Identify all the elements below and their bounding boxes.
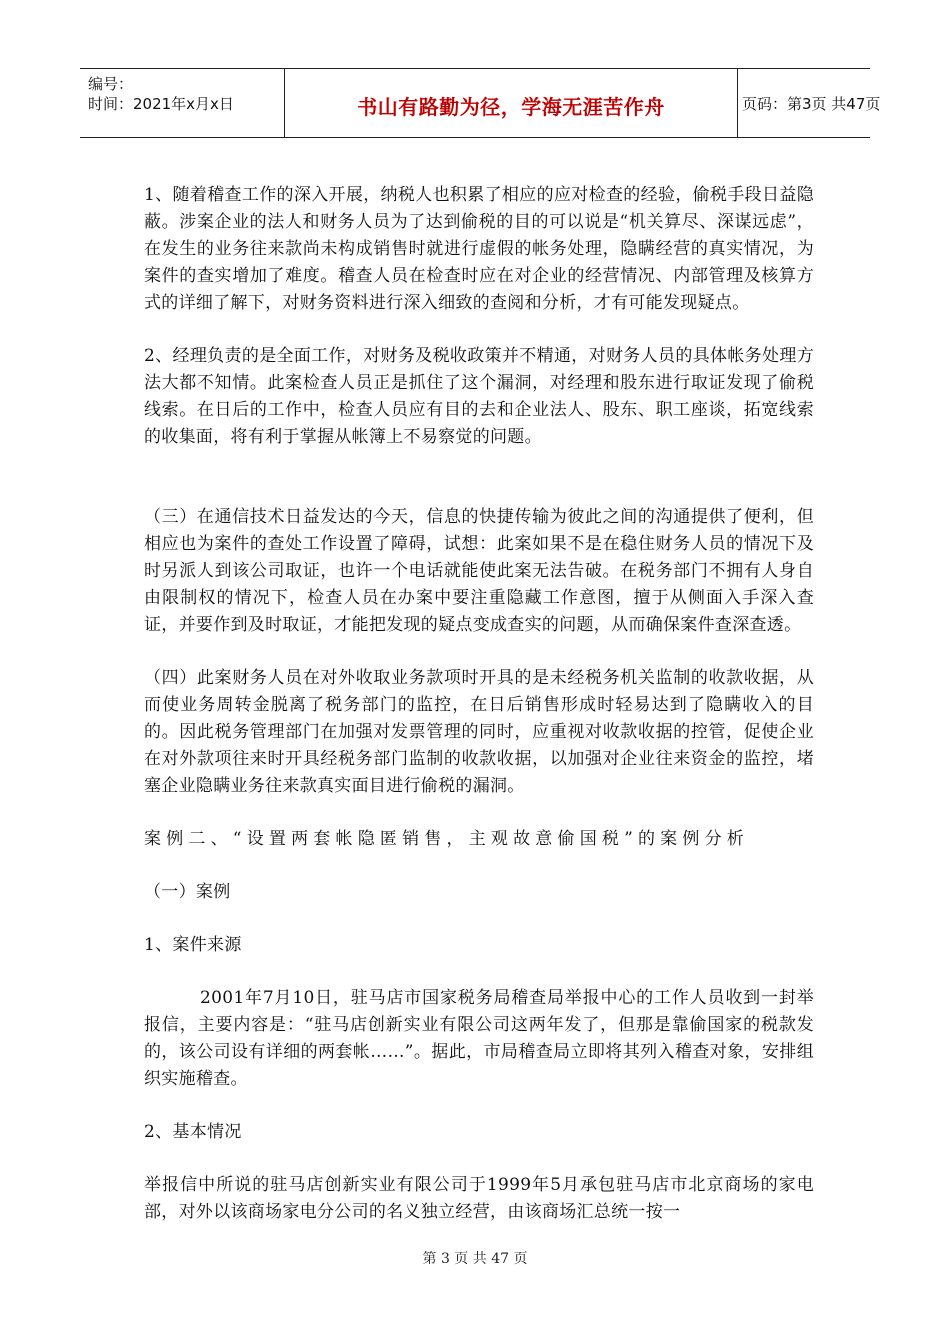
document-date-label: 时间：2021年x月x日: [88, 95, 234, 113]
header-motto: 书山有路勤为径，学海无涯苦作舟: [357, 95, 665, 119]
case-two-heading: 案例二、“设置两套帐隐匿销售，主观故意偷国税”的案例分析: [144, 829, 749, 849]
header-page-cell: [736, 69, 881, 137]
paragraph-point-3: （三）在通信技术日益发达的今天，信息的快捷传输为彼此之间的沟通提供了便利，但相应也为案件的查处工作设置了障碍，试想：此案如果不是在稳住财务人员的情况下及时另派人到该公司取证，也许一个电话就能使此案无法告破。在税务部门不拥有人身自由限制权的情况下，检查人员在办案中要注重隐藏工作意图，擅于从侧面入手深入查证，并要作到及时取证，才能把发现的疑点变成查实的问题，从而确保案件查深查透。: [144, 507, 814, 635]
header-motto-cell: [284, 69, 738, 137]
basic-info-paragraph: 举报信中所说的驻马店创新实业有限公司于1999年5月承包驻马店市北京商场的家电部，对外以该商场家电分公司的名义独立经营，由该商场汇总统一按一: [144, 1175, 814, 1222]
basic-info-heading: 2、基本情况: [144, 1122, 242, 1142]
case-source-heading: 1、案件来源: [144, 935, 242, 955]
page-header: [80, 68, 881, 138]
case-source-paragraph: 2001年7月10日，驻马店市国家税务局稽查局举报中心的工作人员收到一封举报信，主要内容是：“驻马店创新实业有限公司这两年发了，但那是靠偷国家的税款发的，该公司设有详细的两套帐……”。据此，市局稽查局立即将其列入稽查对象，安排组织实施稽查。: [144, 988, 814, 1089]
page-footer: 第 3 页 共 47 页: [422, 1251, 528, 1267]
document-number-label: 编号：: [88, 75, 134, 93]
paragraph-point-2: 2、经理负责的是全面工作，对财务及税收政策并不精通，对财务人员的具体帐务处理方法大都不知情。此案检查人员正是抓住了这个漏洞，对经理和股东进行取证发现了偷税线索。在日后的工作中，检查人员应有目的去和企业法人、股东、职工座谈，拓宽线索的收集面，将有利于掌握从帐簿上不易察觉的问题。: [144, 346, 814, 447]
header-page-info: 页码：第3页 共47页: [742, 95, 881, 113]
header-meta-cell: [80, 69, 284, 137]
document-body: [144, 182, 814, 1226]
section-case-heading: （一）案例: [144, 882, 231, 902]
paragraph-point-4: （四）此案财务人员在对外收取业务款项时开具的是未经税务机关监制的收款收据，从而使业务周转金脱离了税务部门的监控，在日后销售形成时轻易达到了隐瞒收入的目的。因此税务管理部门在加强对发票管理的同时，应重视对收款收据的控管，促使企业在对外款项往来时开具经税务部门监制的收款收据，以加强对企业往来资金的监控，堵塞企业隐瞒业务往来款真实面目进行偷税的漏洞。: [144, 668, 814, 796]
paragraph-point-1: 1、随着稽查工作的深入开展，纳税人也积累了相应的应对检查的经验，偷税手段日益隐蔽。涉案企业的法人和财务人员为了达到偷税的目的可以说是“机关算尽、深谋远虑”，在发生的业务往来款尚未构成销售时就进行虚假的帐务处理，隐瞒经营的真实情况，为案件的查实增加了难度。稽查人员在检查时应在对企业的经营情况、内部管理及核算方式的详细了解下，对财务资料进行深入细致的查阅和分析，才有可能发现疑点。: [144, 185, 814, 313]
